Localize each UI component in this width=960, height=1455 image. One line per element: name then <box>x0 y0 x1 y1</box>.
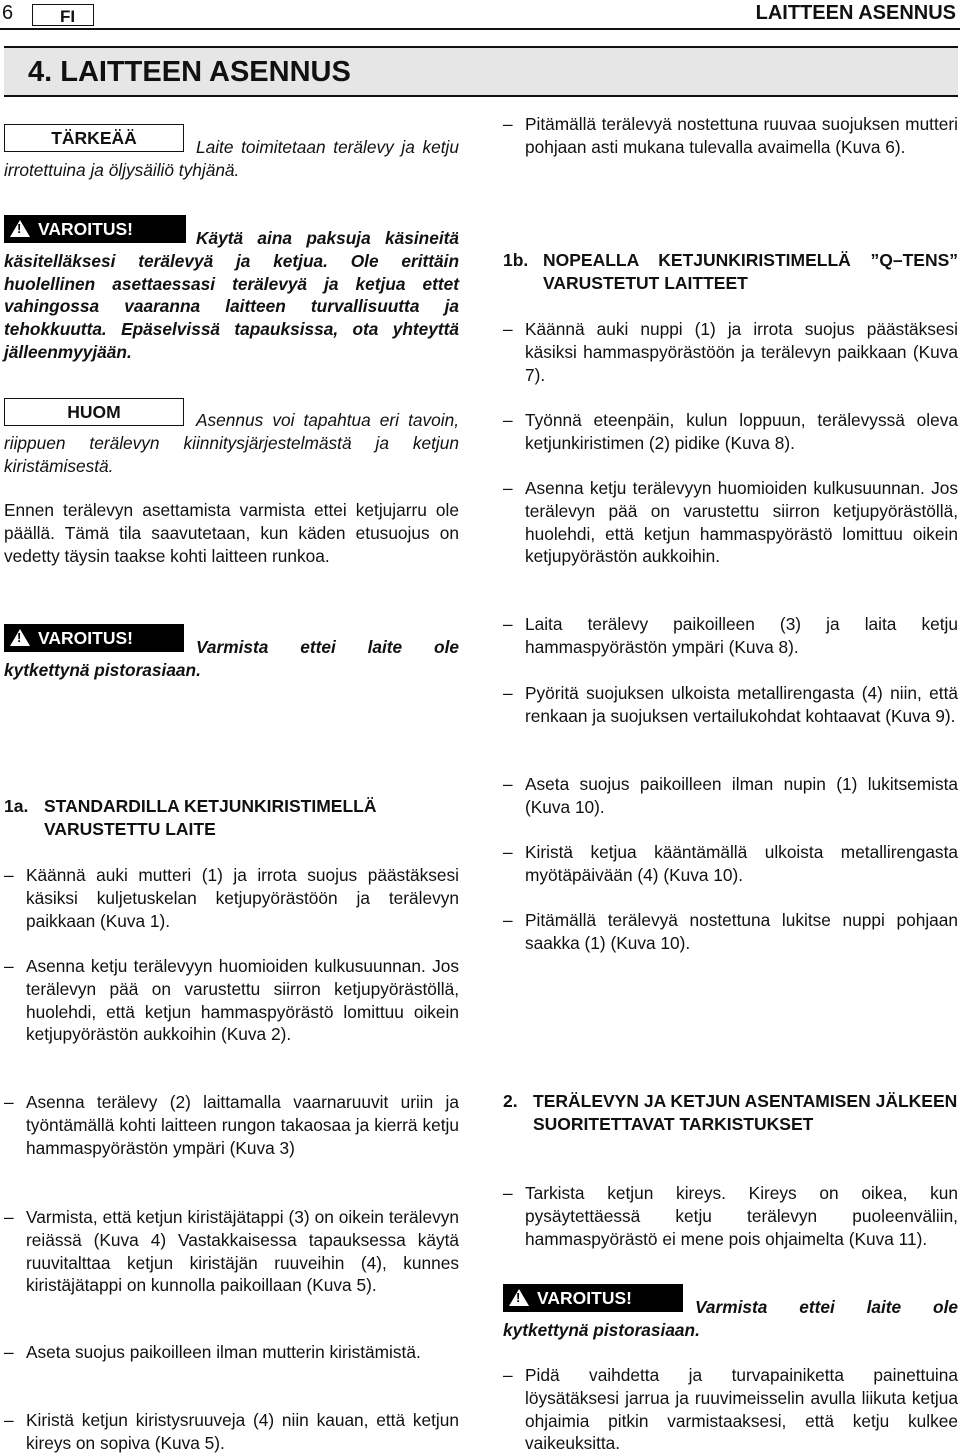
list-item: – Työnnä eteenpäin, kulun loppuun, terälevyssä oleva ketjunkiristimen (2) pidike (Kuva 8). <box>503 409 958 455</box>
section-heading-2 <box>503 1090 958 1136</box>
page-number: 6 <box>2 2 14 24</box>
section-title: 4. LAITTEEN ASENNUS <box>28 56 351 88</box>
subsection-title: NOPEALLA KETJUNKIRISTIMELLÄ ”Q–TENS” VARUSTETUT LAITTEET <box>543 250 958 293</box>
list-item: – Pitämällä terälevyä nostettuna lukitse nuppi pohjaan saakka (1) (Kuva 10). <box>503 909 958 955</box>
subsection-heading-1b <box>503 249 958 295</box>
chapter-title: LAITTEEN ASENNUS <box>755 2 956 24</box>
warning-triangle-icon <box>509 1289 529 1306</box>
list-item: – Käännä auki mutteri (1) ja irrota suojus päästäksesi käsiksi kuljetuskelan ketjupyörästöön ja terälevyn paikkaan (Kuva 1). <box>4 864 459 932</box>
subsection-number: 1a. <box>4 796 29 816</box>
warning-text: Käytä aina paksuja käsineitä käsitelläksesi terälevyä ja ketjua. Ole erittäin huolellinen asettaessasi terälevyä ja ketjua ettet vahingossa vaaranna laitteen turvallisuutta ja tehokkuutta. Epäselvissä tapauksissa, ota yhteyttä jälleenmyyjään. <box>4 228 459 362</box>
list-item: – Pyöritä suojuksen ulkoista metallirengasta (4) niin, että renkaan ja suojuksen vertailukohdat kohtaavat (Kuva 9). <box>503 682 958 728</box>
warning-label <box>503 1284 683 1312</box>
list-item: – Kiristä ketjun kiristysruuveja (4) niin kauan, että ketjun kireys on sopiva (Kuva 5). <box>4 1409 459 1455</box>
warning-label-text: VAROITUS! <box>537 1288 632 1308</box>
important-note <box>4 124 459 182</box>
list-item: – Käännä auki nuppi (1) ja irrota suojus päästäksesi käsiksi hammaspyörästöön ja terälevyn paikkaan (Kuva 7). <box>503 318 958 386</box>
warning-label <box>4 624 184 652</box>
list-item: – Asenna ketju terälevyyn huomioiden kulkusuunnan. Jos terälevyn pää on varustettu siirron ketjupyörästöllä, huolehdi, että ketjun hammaspyörästö lomittuu oikein ketjupyörästön aukkoihin (Kuva 2). <box>4 955 459 1046</box>
warning-text: Varmista ettei laite ole kytkettynä pistorasiaan. <box>4 637 459 680</box>
list-item: – Aseta suojus paikoilleen ilman mutterin kiristämistä. <box>4 1341 459 1364</box>
header-rule <box>0 28 960 30</box>
language-badge: FI <box>32 4 94 26</box>
list-item: – Asenna terälevy (2) laittamalla vaarnaruuvit uriin ja työntämällä kohti laitteen rungon takaosaa ja kierrä ketju hammaspyörästön ympäri (Kuva 3) <box>4 1091 459 1159</box>
note-label: HUOM <box>4 398 184 426</box>
warning-gloves <box>4 215 459 364</box>
subsection-heading-1a <box>4 795 459 841</box>
warning-unplug-2 <box>503 1284 958 1342</box>
warning-label-text: VAROITUS! <box>38 628 133 648</box>
list-item: – Laita terälevy paikoilleen (3) ja laita ketju hammaspyörästön ympäri (Kuva 8). <box>503 613 958 659</box>
warning-label-text: VAROITUS! <box>38 219 133 239</box>
warning-triangle-icon <box>10 220 30 237</box>
warning-unplug <box>4 624 459 682</box>
chain-brake-paragraph: Ennen terälevyn asettamista varmista ettei ketjujarru ole päällä. Tämä tila saavutetaan, kun käden etusuojus on vedetty täysin taakse kohti laitteen runkoa. <box>4 500 459 566</box>
section-number: 2. <box>503 1091 518 1111</box>
list-item: – Asenna ketju terälevyyn huomioiden kulkusuunnan. Jos terälevyn pää on varustettu siirron ketjupyörästöllä, huolehdi, että ketjun hammaspyörästö lomittuu oikein ketjupyörästön aukkoihin. <box>503 477 958 568</box>
list-item: – Aseta suojus paikoilleen ilman nupin (1) lukitsemista (Kuva 10). <box>503 773 958 819</box>
section-band <box>4 46 958 97</box>
list-item: – Pidä vaihdetta ja turvapainiketta painettuina löysätäksesi jarrua ja ruuvimeisselin avulla liikuta ketjua ohjaimia pitkin varmistaaksesi, että ketju kulkee vaikeuksitta. <box>503 1364 958 1455</box>
important-text: Laite toimitetaan terälevy ja ketju irrotettuina ja öljysäiliö tyhjänä. <box>4 137 459 180</box>
warning-triangle-icon <box>10 629 30 646</box>
subsection-number: 1b. <box>503 250 529 270</box>
list-item: – Pitämällä terälevyä nostettuna ruuvaa suojuksen mutteri pohjaan asti mukana tulevalla avaimella (Kuva 6). <box>503 113 958 159</box>
note-text: Asennus voi tapahtua eri tavoin, riippuen terälevyn kiinnitysjärjestelmästä ja ketjun kiristämisestä. <box>4 410 459 476</box>
note-installation <box>4 398 459 477</box>
section-heading-title: TERÄLEVYN JA KETJUN ASENTAMISEN JÄLKEEN SUORITETTAVAT TARKISTUKSET <box>533 1091 958 1134</box>
list-item: – Tarkista ketjun kireys. Kireys on oikea, kun pysäytettäessä ketju terälevyn puoleenväliin, hammaspyörästö ei mene pois ohjaimelta (Kuva 11). <box>503 1182 958 1250</box>
list-item: – Varmista, että ketjun kiristäjätappi (3) on oikein terälevyn reiässä (Kuva 4) Vastakkaisessa tapauksessa käytä ruuvitalttaa ketjun kiristäjän ruuveihin (4), kunnes kiristäjätappi on kunnolla paikoillaan (Kuva 5). <box>4 1206 459 1297</box>
subsection-title: STANDARDILLA KETJUNKIRISTIMELLÄ VARUSTETTU LAITE <box>44 796 377 839</box>
warning-label <box>4 215 186 243</box>
important-label: TÄRKEÄÄ <box>4 124 184 152</box>
warning-text: Varmista ettei laite ole kytkettynä pistorasiaan. <box>503 1297 958 1340</box>
list-item: – Kiristä ketjua kääntämällä ulkoista metallirengasta myötäpäivään (4) (Kuva 10). <box>503 841 958 887</box>
